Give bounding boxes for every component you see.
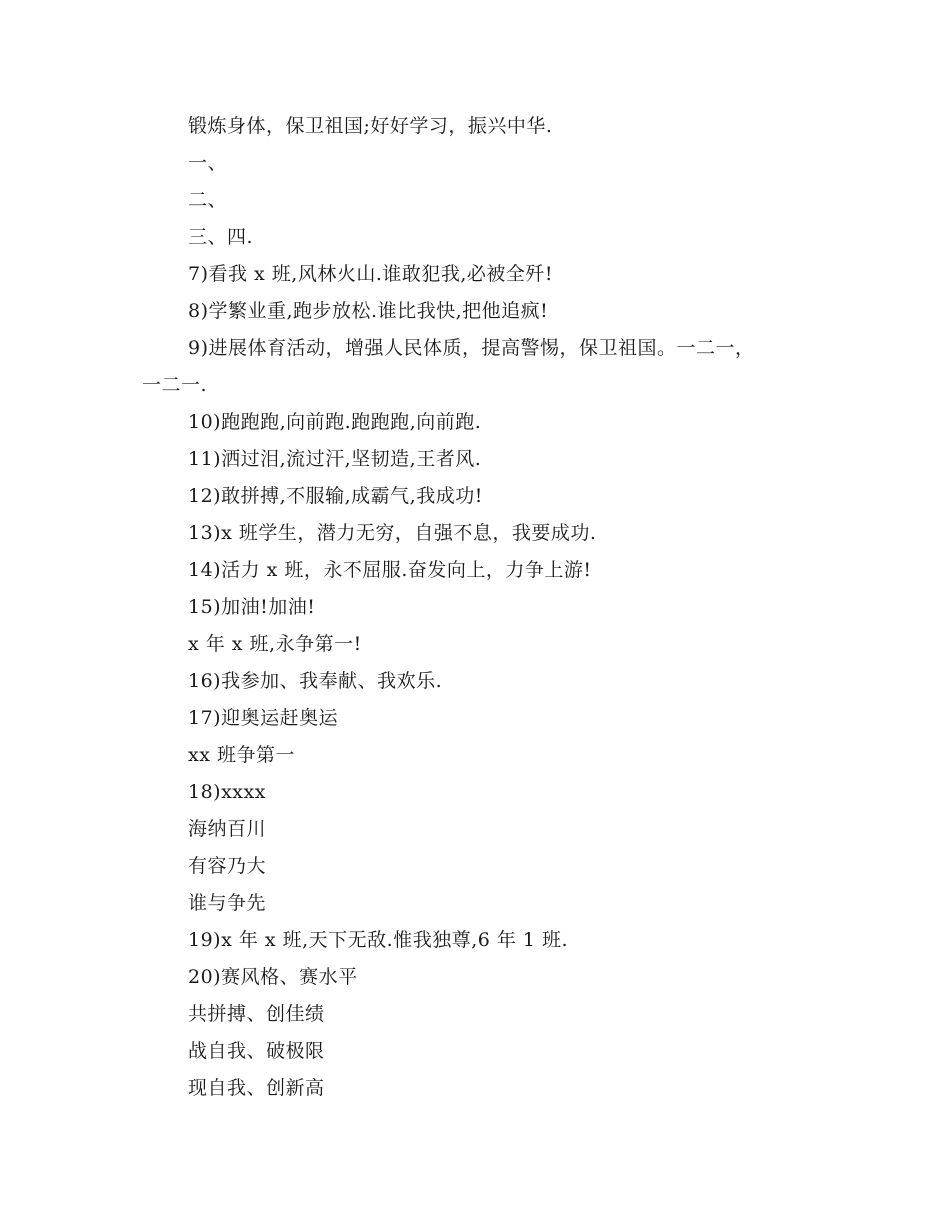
text-line: 一、 <box>188 152 228 174</box>
text-line: 19)x 年 x 班,天下无敌.惟我独尊,6 年 1 班. <box>188 929 569 951</box>
text-line: 海纳百川 <box>188 818 267 840</box>
text-line: xx 班争第一 <box>188 744 295 766</box>
text-line: 锻炼身体，保卫祖国;好好学习，振兴中华. <box>188 115 553 137</box>
text-line: 14)活力 x 班，永不屈服.奋发向上，力争上游! <box>188 559 592 581</box>
text-line: 谁与争先 <box>188 892 267 914</box>
text-line: 20)赛风格、赛水平 <box>188 966 358 988</box>
document-body <box>142 108 822 1107</box>
text-line: x 年 x 班,永争第一! <box>188 633 362 655</box>
text-line: 8)学繁业重,跑步放松.谁比我快,把他追疯! <box>188 300 549 322</box>
text-line: 7)看我 x 班,风林火山.谁敢犯我,必被全歼! <box>188 263 554 285</box>
text-line: 16)我参加、我奉献、我欢乐. <box>188 670 443 692</box>
text-line: 10)跑跑跑,向前跑.跑跑跑,向前跑. <box>188 411 482 433</box>
text-line: 9)进展体育活动，增强人民体质，提高警惕，保卫祖国。一二一， <box>188 337 755 359</box>
text-line: 15)加油!加油! <box>188 596 316 618</box>
text-line: 战自我、破极限 <box>188 1040 325 1062</box>
text-line: 18)xxxx <box>188 781 266 803</box>
text-line: 三、四. <box>188 226 254 248</box>
text-line: 现自我、创新高 <box>188 1077 325 1099</box>
text-line: 13)x 班学生，潜力无穷，自强不息，我要成功. <box>188 522 597 544</box>
text-line: 12)敢拼搏,不服输,成霸气,我成功! <box>188 485 483 507</box>
text-line: 有容乃大 <box>188 855 267 877</box>
text-line: 17)迎奥运赶奥运 <box>188 707 339 729</box>
text-line-continuation: 一二一. <box>142 374 208 396</box>
text-line: 二、 <box>188 189 228 211</box>
text-line: 11)洒过泪,流过汗,坚韧造,王者风. <box>188 448 482 470</box>
text-line: 共拼搏、创佳绩 <box>188 1003 325 1025</box>
